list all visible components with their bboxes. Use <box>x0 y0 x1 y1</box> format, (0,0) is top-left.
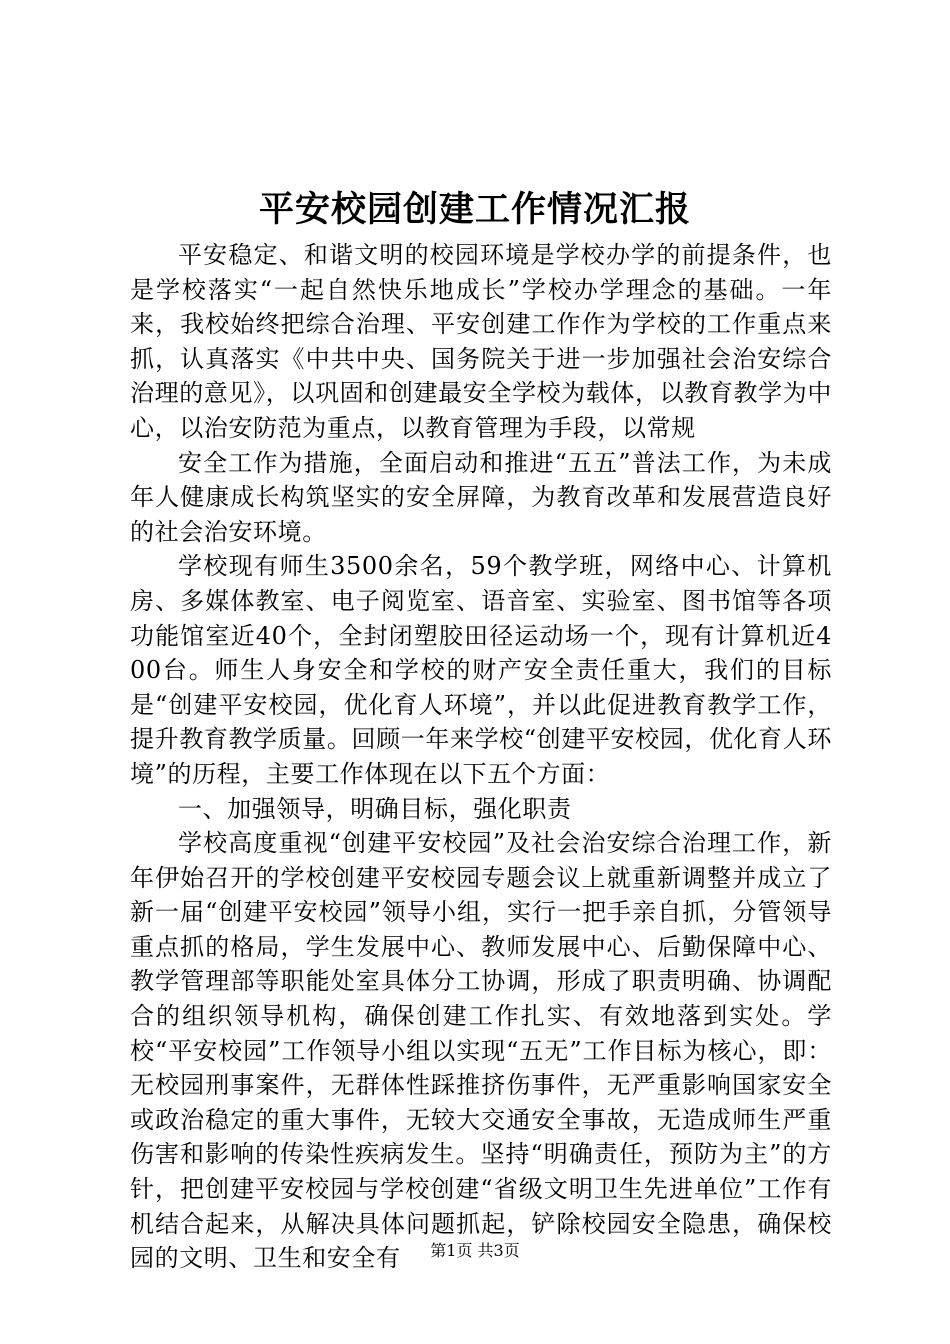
paragraph-safety-measures: 安全工作为措施，全面启动和推进“五五”普法工作，为未成年人健康成长构筑坚实的安全屏障，为教育改革和发展营造良好的社会治安环境。 <box>130 448 832 546</box>
page-number-footer: 第1页 共3页 <box>430 1241 520 1260</box>
document-body <box>130 238 832 1276</box>
paragraph-leadership: 学校高度重视“创建平安校园”及社会治安综合治理工作，新年伊始召开的学校创建平安校园专题会议上就重新调整并成立了新一届“创建平安校园”领导小组，实行一把手亲自抓，分管领导重点抓的格局，学生发展中心、教师发展中心、后勤保障中心、教学管理部等职能处室具体分工协调，形成了职责明确、协调配合的组织领导机构，确保创建工作扎实、有效地落到实处。学校“平安校园”工作领导小组以实现“五无”工作目标为核心，即：无校园刑事案件，无群体性踩推挤伤事件，无严重影响国家安全或政治稳定的重大事件，无较大交通安全事故，无造成师生严重伤害和影响的传染性疾病发生。坚持“明确责任，预防为主”的方针，把创建平安校园与学校创建“省级文明卫生先进单位”工作有机结合起来，从解决具体问题抓起，铲除校园安全隐患，确保校园的文明、卫生和安全有 <box>130 829 832 1273</box>
paragraph-school-overview: 学校现有师生3500余名，59个教学班，网络中心、计算机房、多媒体教室、电子阅览室、语音室、实验室、图书馆等各项功能馆室近40个，全封闭塑胶田径运动场一个，现有计算机近400台。师生人身安全和学校的财产安全责任重大，我们的目标是“创建平安校园，优化育人环境”，并以此促进教育教学工作，提升教育教学质量。回顾一年来学校“创建平安校园，优化育人环境”的历程，主要工作体现在以下五个方面： <box>130 552 832 788</box>
paragraph-intro: 平安稳定、和谐文明的校园环境是学校办学的前提条件，也是学校落实“一起自然快乐地成长”学校办学理念的基础。一年来，我校始终把综合治理、平安创建工作作为学校的工作重点来抓，认真落实《中共中央、国务院关于进一步加强社会治安综合治理的意见》，以巩固和创建最安全学校为载体，以教育教学为中心，以治安防范为重点，以教育管理为手段，以常规 <box>130 241 832 442</box>
document-title: 平安校园创建工作情况汇报 <box>258 189 691 230</box>
section-heading-1: 一、加强领导，明确目标，强化职责 <box>178 794 572 823</box>
